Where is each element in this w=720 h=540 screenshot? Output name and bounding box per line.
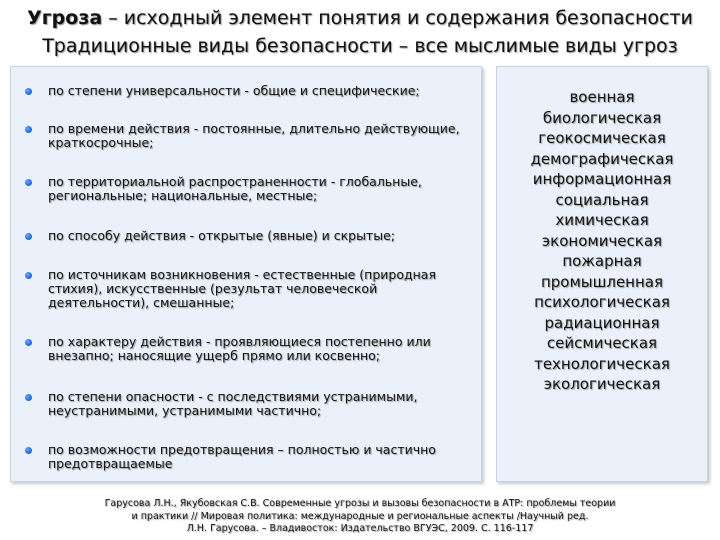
- bullet-icon: [25, 339, 32, 346]
- classification-text: по степени универсальности - общие и специфические;: [48, 83, 420, 98]
- threat-type: демографическая: [530, 149, 674, 168]
- bullet-icon: [25, 179, 32, 186]
- bullet-icon: [25, 233, 32, 240]
- threat-type: биологическая: [542, 108, 662, 127]
- title-line-1-text: – исходный элемент понятия и содержания безопасности: [102, 7, 693, 29]
- classification-box: [10, 66, 482, 482]
- threat-type: геокосмическая: [538, 129, 666, 147]
- bullet-icon: [25, 126, 32, 133]
- threat-type: радиационная: [544, 313, 660, 332]
- threat-types-list: [497, 87, 707, 395]
- citation-line: и практики // Мировая политика: международные и региональные аспекты /Научный ред.: [131, 510, 589, 522]
- classification-text: по степени опасности - с последствиями устранимыми, неустранимыми, устранимыми частично;: [48, 389, 418, 418]
- threat-type: информационная: [532, 170, 672, 188]
- classification-text: по характеру действия - проявляющиеся постепенно или внезапно; наносящие ущерб прямо или косвенно;: [48, 334, 431, 363]
- threat-type: промышленная: [540, 272, 664, 291]
- threat-type: пожарная: [562, 252, 642, 270]
- title-keyword: Угроза: [27, 7, 103, 29]
- threat-type: психологическая: [534, 293, 670, 311]
- threat-type: химическая: [555, 211, 649, 229]
- threat-type: сейсмическая: [546, 334, 658, 352]
- threat-type: технологическая: [534, 354, 670, 373]
- threat-type: экономическая: [541, 231, 663, 250]
- bullet-icon: [25, 272, 32, 279]
- title-line-1: [0, 4, 720, 32]
- threat-types-box: [496, 66, 708, 482]
- title-line-2: Традиционные виды безопасности – все мыслимые виды угроз: [42, 35, 678, 57]
- slide-title: [0, 4, 720, 60]
- threat-type: военная: [569, 88, 635, 106]
- classification-text: по способу действия - открытые (явные) и скрытые;: [48, 228, 395, 243]
- citation: [0, 498, 720, 536]
- bullet-icon: [25, 447, 32, 454]
- classification-text: по источникам возникновения - естественные (природная стихия), искусственные (результат человеческой деятельности), смешанные;: [48, 267, 436, 310]
- bullet-icon: [25, 394, 32, 401]
- classification-text: по возможности предотвращения – полностью и частично предотвращаемые: [48, 442, 436, 471]
- classification-text: по территориальной распространенности - глобальные, региональные; национальные, местные;: [48, 174, 422, 203]
- threat-type: экологическая: [543, 375, 661, 393]
- citation-line: Гарусова Л.Н., Якубовская С.В. Современные угрозы и вызовы безопасности в АТР: проблемы теории: [104, 498, 616, 509]
- threat-type: социальная: [555, 190, 649, 209]
- classification-text: по времени действия - постоянные, длительно действующие, краткосрочные;: [48, 121, 460, 150]
- bullet-icon: [25, 88, 32, 95]
- citation-line: Л.Н. Гарусова. – Владивосток: Издательство ВГУЭС, 2009. С. 116-117: [186, 523, 534, 534]
